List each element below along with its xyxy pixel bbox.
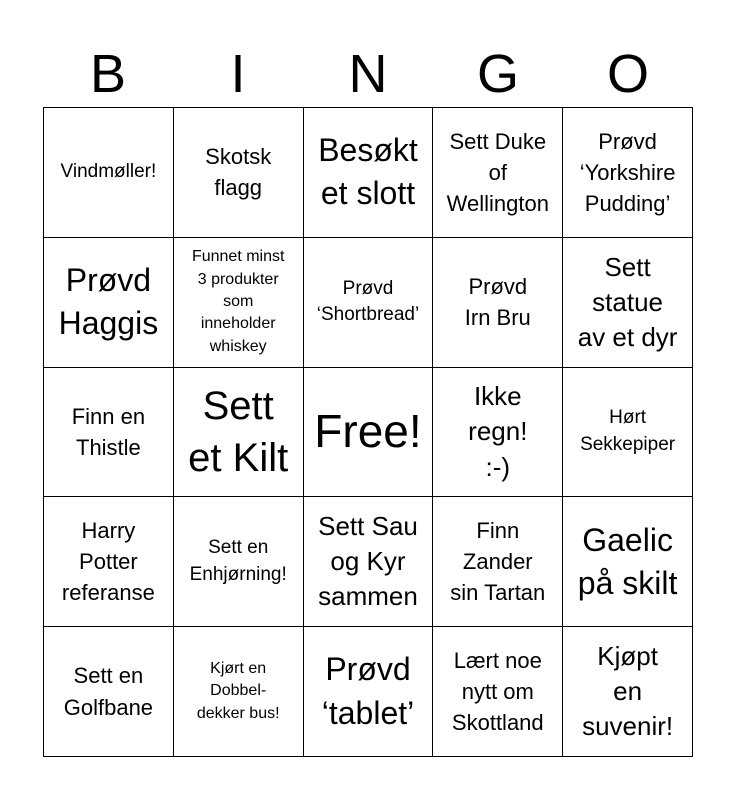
cell-text: Prøvd Haggis (58, 262, 159, 342)
bingo-header (43, 40, 693, 108)
bingo-cell-r2c1[interactable] (44, 238, 174, 368)
cell-text: Sett Duke of Wellington (446, 128, 549, 217)
header-letter-i: I (230, 44, 246, 104)
bingo-cell-r3c5[interactable] (563, 368, 693, 498)
bingo-cell-r1c1[interactable] (44, 108, 174, 238)
cell-text: Harry Potter referanse (61, 517, 155, 606)
bingo-cell-r4c3[interactable] (304, 497, 434, 627)
bingo-cell-r2c4[interactable] (433, 238, 563, 368)
cell-text: Sett Sau og Kyr sammen (318, 511, 418, 612)
bingo-cell-r3c4[interactable] (433, 368, 563, 498)
bingo-cell-r1c3[interactable] (304, 108, 434, 238)
bingo-cell-r4c4[interactable] (433, 497, 563, 627)
free-space-text: Free! (314, 405, 422, 458)
bingo-cell-r3c1[interactable] (44, 368, 174, 498)
cell-text: Kjørt en Dobbel- dekker bus! (196, 660, 280, 722)
cell-text: Prøvd ‘Yorkshire Pudding’ (579, 128, 676, 217)
bingo-cell-r5c5[interactable] (563, 627, 693, 757)
cell-text: Finn en Thistle (71, 403, 146, 460)
header-letter-o: O (606, 44, 649, 104)
bingo-cell-r2c2[interactable] (174, 238, 304, 368)
bingo-cell-r4c5[interactable] (563, 497, 693, 627)
cell-text: Sett en Golfbane (63, 663, 154, 720)
bingo-cell-r4c1[interactable] (44, 497, 174, 627)
bingo-cell-r5c1[interactable] (44, 627, 174, 757)
bingo-cell-r5c2[interactable] (174, 627, 304, 757)
cell-text: Ikke regn! :-) (468, 381, 528, 482)
cell-text: Hørt Sekkepiper (580, 407, 676, 455)
bingo-cell-r2c5[interactable] (563, 238, 693, 368)
cell-text: Besøkt et slott (318, 132, 418, 212)
cell-text: Lært noe nytt om Skottland (451, 647, 544, 736)
header-letter-b: B (89, 44, 127, 104)
cell-text: Funnet minst 3 produkter som inneholder whiskey (191, 248, 285, 355)
header-letter-g: G (476, 44, 519, 104)
bingo-cell-r2c3[interactable] (304, 238, 434, 368)
bingo-cell-r1c5[interactable] (563, 108, 693, 238)
bingo-cell-r1c2[interactable] (174, 108, 304, 238)
bingo-cell-r5c4[interactable] (433, 627, 563, 757)
cell-text: Sett et Kilt (188, 383, 289, 480)
cell-text: Sett en Enhjørning! (189, 537, 287, 585)
bingo-cell-r5c3[interactable] (304, 627, 434, 757)
bingo-board (43, 107, 693, 757)
bingo-cell-r3c2[interactable] (174, 368, 304, 498)
cell-text: Prøvd ‘Shortbread’ (316, 277, 420, 326)
cell-text: Kjøpt en suvenir! (582, 640, 674, 742)
bingo-cell-free[interactable] (304, 368, 434, 498)
bingo-cell-r4c2[interactable] (174, 497, 304, 627)
cell-text: Skotsk flagg (205, 144, 272, 201)
cell-text: Finn Zander sin Tartan (450, 517, 546, 606)
cell-text: Sett statue av et dyr (577, 251, 678, 352)
header-letter-n: N (348, 44, 388, 104)
cell-text: Prøvd Irn Bru (464, 273, 531, 331)
cell-text: Vindmøller! (60, 161, 157, 183)
cell-text: Gaelic på skilt (577, 521, 678, 601)
bingo-cell-r1c4[interactable] (433, 108, 563, 238)
cell-text: Prøvd ‘tablet’ (321, 651, 415, 731)
